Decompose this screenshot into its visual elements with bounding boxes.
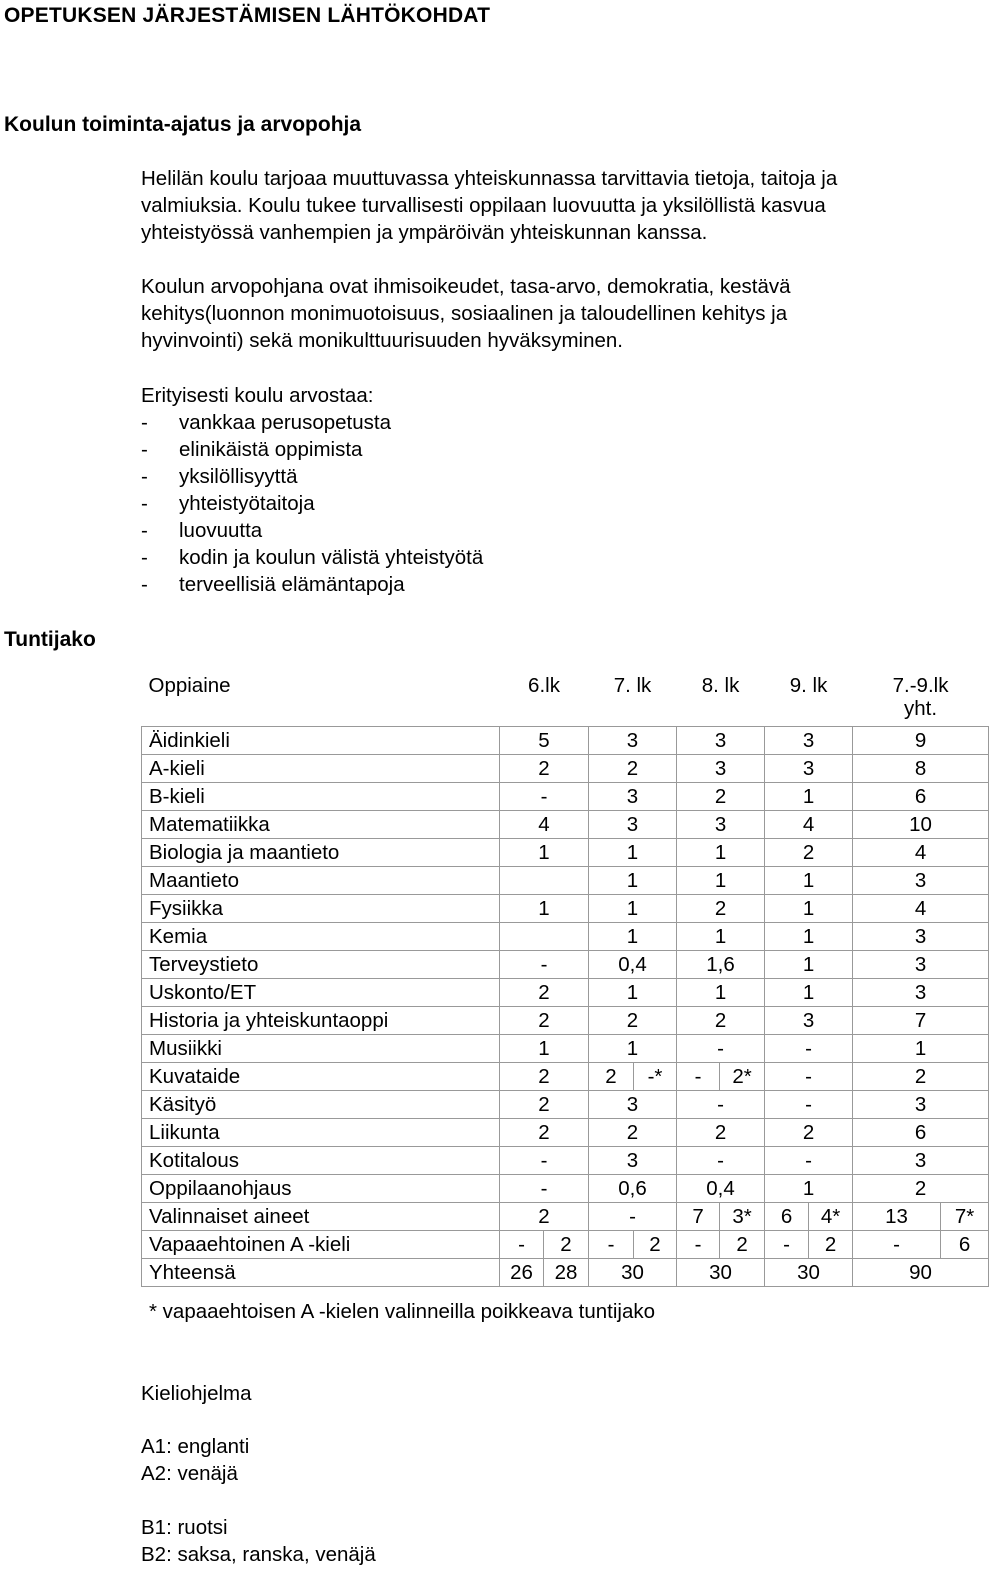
cell: -	[677, 1091, 765, 1119]
language-b2: B2: saksa, ranska, venäjä	[141, 1543, 376, 1566]
cell-subject: Oppilaanohjaus	[142, 1175, 500, 1203]
lesson-hours-table	[141, 672, 975, 1287]
cell: 2	[634, 1231, 677, 1259]
cell-subject: Valinnaiset aineet	[142, 1203, 500, 1231]
cell: -	[677, 1035, 765, 1063]
cell: 2	[589, 1119, 677, 1147]
values-list	[141, 409, 941, 598]
cell: 1	[500, 895, 589, 923]
table-row	[142, 1203, 989, 1231]
cell-subject: Maantieto	[142, 867, 500, 895]
cell: 6	[941, 1231, 989, 1259]
cell: -	[589, 1203, 677, 1231]
cell: 4	[853, 839, 989, 867]
text-line: Koulun arvopohjana ovat ihmisoikeudet, tasa-arvo, demokratia, kestävä	[141, 275, 791, 298]
cell-subject: Käsityö	[142, 1091, 500, 1119]
cell: 1	[677, 923, 765, 951]
cell: -	[500, 1147, 589, 1175]
cell: 3	[853, 1091, 989, 1119]
table-row	[142, 1147, 989, 1175]
cell: -*	[634, 1063, 677, 1091]
header-total: 7.-9.lk	[892, 674, 949, 697]
cell: 3	[765, 755, 853, 783]
text-line: hyvinvointi) sekä monikulttuurisuuden hyväksyminen.	[141, 329, 623, 352]
cell: 1	[765, 867, 853, 895]
language-a1: A1: englanti	[141, 1435, 250, 1458]
footnote: * vapaaehtoisen A -kielen valinneilla poikkeava tuntijako	[149, 1300, 656, 1323]
cell: 30	[589, 1259, 677, 1287]
cell: 3	[853, 867, 989, 895]
cell: 1	[677, 839, 765, 867]
cell: -	[500, 783, 589, 811]
cell: 3	[589, 727, 677, 755]
list-item: - terveellisiä elämäntapoja	[141, 573, 405, 596]
cell: 2	[765, 1119, 853, 1147]
cell: -	[677, 1231, 720, 1259]
table-row	[142, 1119, 989, 1147]
cell: 2	[677, 1007, 765, 1035]
cell: 1	[589, 979, 677, 1007]
cell: 2	[500, 979, 589, 1007]
cell-subject: Fysiikka	[142, 895, 500, 923]
cell: 3	[853, 951, 989, 979]
cell: 0,6	[589, 1175, 677, 1203]
table-row	[142, 1035, 989, 1063]
cell: 1	[853, 1035, 989, 1063]
cell	[500, 867, 589, 895]
cell: 1	[765, 951, 853, 979]
cell: 1	[589, 867, 677, 895]
table-row	[142, 1259, 989, 1287]
cell: 26	[500, 1259, 544, 1287]
cell: 1	[500, 839, 589, 867]
language-b1: B1: ruotsi	[141, 1516, 228, 1539]
cell-subject: Historia ja yhteiskuntaoppi	[142, 1007, 500, 1035]
cell: 1	[500, 1035, 589, 1063]
cell: 3	[765, 1007, 853, 1035]
cell: 2*	[720, 1063, 765, 1091]
cell: 3*	[720, 1203, 765, 1231]
cell: 3	[589, 1147, 677, 1175]
cell: 4	[500, 811, 589, 839]
cell-subject: Yhteensä	[142, 1259, 500, 1287]
cell: 7	[677, 1203, 720, 1231]
cell: 4*	[809, 1203, 853, 1231]
language-a2: A2: venäjä	[141, 1462, 238, 1485]
cell: 1	[765, 895, 853, 923]
cell-subject: Liikunta	[142, 1119, 500, 1147]
cell-subject: Kemia	[142, 923, 500, 951]
list-item: - vankkaa perusopetusta	[141, 411, 391, 434]
cell: 1	[677, 867, 765, 895]
table-row	[142, 755, 989, 783]
table-row	[142, 811, 989, 839]
cell-subject: A-kieli	[142, 755, 500, 783]
cell: 2	[500, 755, 589, 783]
cell-subject: Kuvataide	[142, 1063, 500, 1091]
cell: 2	[677, 1119, 765, 1147]
list-item: - kodin ja koulun välistä yhteistyötä	[141, 546, 484, 569]
cell-subject: Äidinkieli	[142, 727, 500, 755]
values-block	[141, 382, 941, 598]
cell: 3	[677, 755, 765, 783]
cell: 3	[589, 783, 677, 811]
paragraph-mission	[141, 165, 941, 246]
text-line: yhteistyössä vanhempien ja ympäröivän yhteiskunnan kanssa.	[141, 221, 708, 244]
page-title: OPETUKSEN JÄRJESTÄMISEN LÄHTÖKOHDAT	[4, 4, 491, 27]
cell: 3	[853, 923, 989, 951]
table-row	[142, 1231, 989, 1259]
cell: 2	[677, 783, 765, 811]
cell: 2	[589, 755, 677, 783]
cell: 90	[853, 1259, 989, 1287]
table-row	[142, 1175, 989, 1203]
cell: 1	[765, 783, 853, 811]
cell: 0,4	[589, 951, 677, 979]
cell: 2	[500, 1063, 589, 1091]
cell: 2	[589, 1063, 634, 1091]
header-g6: 6.lk	[528, 674, 560, 697]
cell: 6	[765, 1203, 809, 1231]
table-row	[142, 895, 989, 923]
cell: 4	[765, 811, 853, 839]
cell: 2	[589, 1007, 677, 1035]
cell: 10	[853, 811, 989, 839]
cell-subject: Kotitalous	[142, 1147, 500, 1175]
cell: 3	[853, 979, 989, 1007]
values-intro: Erityisesti koulu arvostaa:	[141, 384, 374, 407]
table-row	[142, 923, 989, 951]
cell: -	[765, 1231, 809, 1259]
cell	[500, 923, 589, 951]
table-row	[142, 979, 989, 1007]
table-row	[142, 1007, 989, 1035]
cell-subject: Vapaaehtoinen A -kieli	[142, 1231, 500, 1259]
cell: 3	[589, 811, 677, 839]
list-item: - luovuutta	[141, 519, 263, 542]
cell: 1	[589, 895, 677, 923]
cell: 2	[765, 839, 853, 867]
table-row	[142, 1063, 989, 1091]
cell: 2	[853, 1063, 989, 1091]
table-row	[142, 839, 989, 867]
cell: 1	[765, 979, 853, 1007]
kieliohjelma-heading: Kieliohjelma	[141, 1382, 252, 1405]
cell: 1,6	[677, 951, 765, 979]
cell: 2	[544, 1231, 589, 1259]
cell: 3	[677, 727, 765, 755]
cell: 3	[853, 1147, 989, 1175]
cell: -	[677, 1063, 720, 1091]
cell: -	[765, 1035, 853, 1063]
cell: 13	[853, 1203, 941, 1231]
cell-subject: Musiikki	[142, 1035, 500, 1063]
cell: 1	[765, 1175, 853, 1203]
cell: 5	[500, 727, 589, 755]
cell: 2	[500, 1091, 589, 1119]
cell: 3	[677, 811, 765, 839]
table-row	[142, 727, 989, 755]
cell: -	[500, 1175, 589, 1203]
cell: 3	[589, 1091, 677, 1119]
cell: 6	[853, 1119, 989, 1147]
cell-subject: Biologia ja maantieto	[142, 839, 500, 867]
table-row	[142, 867, 989, 895]
cell: 2	[809, 1231, 853, 1259]
cell: 2	[853, 1175, 989, 1203]
cell: 4	[853, 895, 989, 923]
cell: 2	[500, 1007, 589, 1035]
cell: -	[500, 1231, 544, 1259]
table-row	[142, 951, 989, 979]
cell: 28	[544, 1259, 589, 1287]
header-subject: Oppiaine	[148, 674, 231, 697]
cell: 1	[589, 839, 677, 867]
text-line: valmiuksia. Koulu tukee turvallisesti oppilaan luovuutta ja yksilöllistä kasvua	[141, 194, 826, 217]
cell: -	[853, 1231, 941, 1259]
cell: 0,4	[677, 1175, 765, 1203]
cell-subject: Terveystieto	[142, 951, 500, 979]
cell: -	[765, 1063, 853, 1091]
cell: -	[765, 1091, 853, 1119]
header-g7: 7. lk	[613, 674, 652, 697]
header-g8: 8. lk	[701, 674, 740, 697]
section-heading-tuntijako: Tuntijako	[4, 628, 96, 651]
cell-subject: Uskonto/ET	[142, 979, 500, 1007]
cell: 9	[853, 727, 989, 755]
cell: 2	[500, 1119, 589, 1147]
cell: 1	[589, 923, 677, 951]
text-line: kehitys(luonnon monimuotoisuus, sosiaalinen ja taloudellinen kehitys ja	[141, 302, 788, 325]
section-heading-arvopohja: Koulun toiminta-ajatus ja arvopohja	[4, 113, 362, 136]
cell-subject: B-kieli	[142, 783, 500, 811]
table-row	[142, 783, 989, 811]
cell: 7*	[941, 1203, 989, 1231]
cell: 30	[677, 1259, 765, 1287]
cell: 7	[853, 1007, 989, 1035]
cell: 1	[765, 923, 853, 951]
cell: -	[500, 951, 589, 979]
table-row	[142, 1091, 989, 1119]
cell: 2	[500, 1203, 589, 1231]
list-item: - elinikäistä oppimista	[141, 438, 363, 461]
cell: 8	[853, 755, 989, 783]
cell: 6	[853, 783, 989, 811]
header-total-line2: yht.	[904, 697, 938, 720]
text-line: Helilän koulu tarjoaa muuttuvassa yhteiskunnassa tarvittavia tietoja, taitoja ja	[141, 167, 838, 190]
list-item: - yhteistyötaitoja	[141, 492, 315, 515]
paragraph-values-basis	[141, 273, 941, 354]
cell: 2	[677, 895, 765, 923]
list-item: - yksilöllisyyttä	[141, 465, 298, 488]
cell: -	[677, 1147, 765, 1175]
cell: 2	[720, 1231, 765, 1259]
cell: 1	[677, 979, 765, 1007]
cell-subject: Matematiikka	[142, 811, 500, 839]
cell: -	[765, 1147, 853, 1175]
header-g9: 9. lk	[789, 674, 828, 697]
cell: 30	[765, 1259, 853, 1287]
cell: -	[589, 1231, 634, 1259]
cell: 1	[589, 1035, 677, 1063]
cell: 3	[765, 727, 853, 755]
